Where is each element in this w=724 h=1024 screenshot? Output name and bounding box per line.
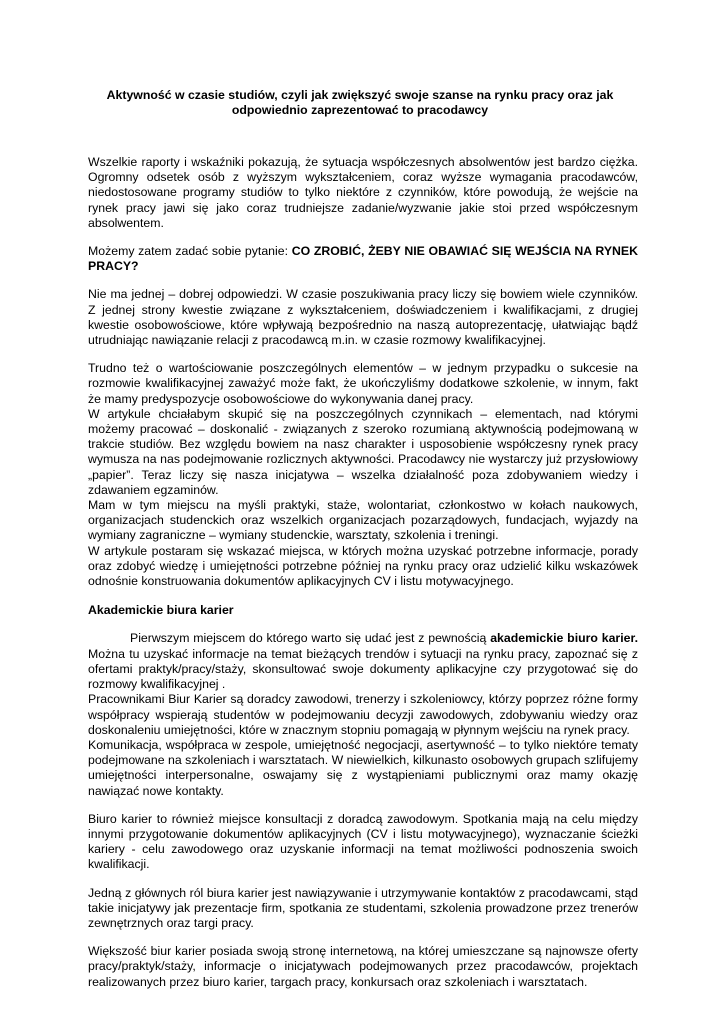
paragraph-article-focus: W artykule chciałabym skupić się na poszczególnych czynnikach – elementach, nad którymi możemy pracować – doskonalić - związanych z szeroko rozumianą aktywnością podejmowaną w trakcie studiów. Bez względu bowiem na nasz charakter i usposobienie współczesny rynek pracy wymusza na nas podejmowanie rozlicznych aktywności. Pracodawcy nie wystarczy już przysłowiowy „papier”. Teraz liczy się nasza inicjatywa – wszelka działalność poza zdobywaniem wiedzy i zdawaniem egzaminów. [88, 406, 638, 497]
intro-block [88, 155, 638, 990]
paragraph-workshops: Komunikacja, współpraca w zespole, umiejętność negocjacji, asertywność – to tylko niektóre tematy podejmowane na szkoleniach i warsztatach. W niewielkich, kilkunasto osobowych grupach szlifujemy umiejętności interpersonalne, oswajamy się z wystąpieniami publicznymi oraz mamy okazję nawiązać nowe kontakty. [88, 737, 638, 798]
paragraph-consultations: Biuro karier to również miejsce konsultacji z doradcą zawodowym. Spotkania mają na celu między innymi przygotowanie dokumentów aplikacyjnych (CV i listu motywacyjnego), wyznaczanie ścieżki kariery - celu zawodowego oraz uzyskanie informacji na temat możliwości podnoszenia swoich kwalifikacji. [88, 811, 638, 872]
career-office-bold: akademickie biuro karier. [490, 631, 638, 646]
section-heading: Akademickie biura karier [88, 603, 234, 618]
paragraph-question [88, 244, 638, 274]
paragraph-intro: Wszelkie raporty i wskaźniki pokazują, że sytuacja współczesnych absolwentów jest bardzo ciężka. Ogromny odsetek osób z wyższym wykształceniem, coraz wyższe wymagania pracodawców, niedostosowane programy studiów to tylko niektóre z czynników, które powodują, że wejście na rynek pracy jawi się jako coraz trudniejsze zadanie/wyzwanie jakie stoi przed współczesnym absolwentem. [88, 155, 638, 230]
question-lead: Możemy zatem zadać sobie pytanie: [88, 244, 292, 259]
page-title: Aktywność w czasie studiów, czyli jak zwiększyć swoje szanse na rynku pracy oraz jak odpowiednio zaprezentować to pracodawcy [106, 88, 614, 117]
paragraph-staff: Pracownikami Biur Karier są doradcy zawodowi, trenerzy i szkoleniowcy, którzy poprzez różne formy współpracy wspierają studentów w podejmowaniu decyzji zawodowych, zdobywaniu wiedzy oraz doskonaleniu umiejętności, które w znacznym stopniu pomagają w płynnym wejściu na rynek pracy. [88, 692, 638, 737]
paragraph-article-plan: W artykule postaram się wskazać miejsca, w których można uzyskać potrzebne informacje, porady oraz zdobyć wiedzę i umiejętności potrzebne później na rynku pracy oraz udzielić kilku wskazówek odnośnie konstruowania dokumentów aplikacyjnych CV i listu motywacyjnego. [88, 543, 638, 589]
paragraph-answer: Nie ma jednej – dobrej odpowiedzi. W czasie poszukiwania pracy liczy się bowiem wiele czynników. Z jednej strony kwestie związane z wykształceniem, doświadczeniem i kwalifikacjami, z drugiej kwestie osobowościowe, które wpływają bezpośrednio na naszą autoprezentację, ułatwiając bądź utrudniając nawiązanie relacji z pracodawcą m.in. w czasie rozmowy kwalifikacyjnej. [88, 287, 638, 348]
question-text: CO ZROBIĆ, ŻEBY NIE OBAWIAĆ SIĘ WEJŚCIA NA RYNEK PRACY? [88, 244, 638, 274]
career-office-lead: Pierwszym miejscem do którego warto się udać jest z pewnością [130, 631, 491, 646]
paragraph-career-office [88, 631, 638, 692]
career-office-rest: Można tu uzyskać informacje na temat bieżących trendów i sytuacji na rynku pracy, zapoznać się z ofertami praktyk/pracy/staży, skonsultować swoje dokumenty aplikacyjne czy przygotować się do rozmowy kwalifikacyjnej . [88, 646, 638, 692]
paragraph-activities: Mam w tym miejscu na myśli praktyki, staże, wolontariat, członkostwo w kołach naukowych, organizacjach studenckich oraz wszelkich organizacjach pozarządowych, fundacjach, wyjazdy na wymiany zagraniczne – wymiany studenckie, warsztaty, szkolenia i treningi. [88, 498, 638, 543]
paragraph-employers: Jedną z głównych ról biura karier jest nawiązywanie i utrzymywanie kontaktów z pracodawcami, stąd takie inicjatywy jak prezentacje firm, spotkania ze studentami, szkolenia prowadzone przez trenerów zewnętrznych oraz targi pracy. [88, 885, 638, 930]
paragraph-valuation: Trudno też o wartościowanie poszczególnych elementów – w jednym przypadku o sukcesie na rozmowie kwalifikacyjnej zaważyć może fakt, że ukończyliśmy dodatkowe szkolenie, w innym, fakt że mamy predyspozycje osobowościowe do wykonywania danej pracy. [88, 361, 638, 406]
paragraph-website: Większość biur karier posiada swoją stronę internetową, na której umieszczane są najnowsze oferty pracy/praktyk/staży, informacje o inicjatywach podejmowanych przez pracodawców, projektach realizowanych przez biuro karier, targach pracy, konkursach oraz szkoleniach i warsztatach. [88, 944, 638, 989]
